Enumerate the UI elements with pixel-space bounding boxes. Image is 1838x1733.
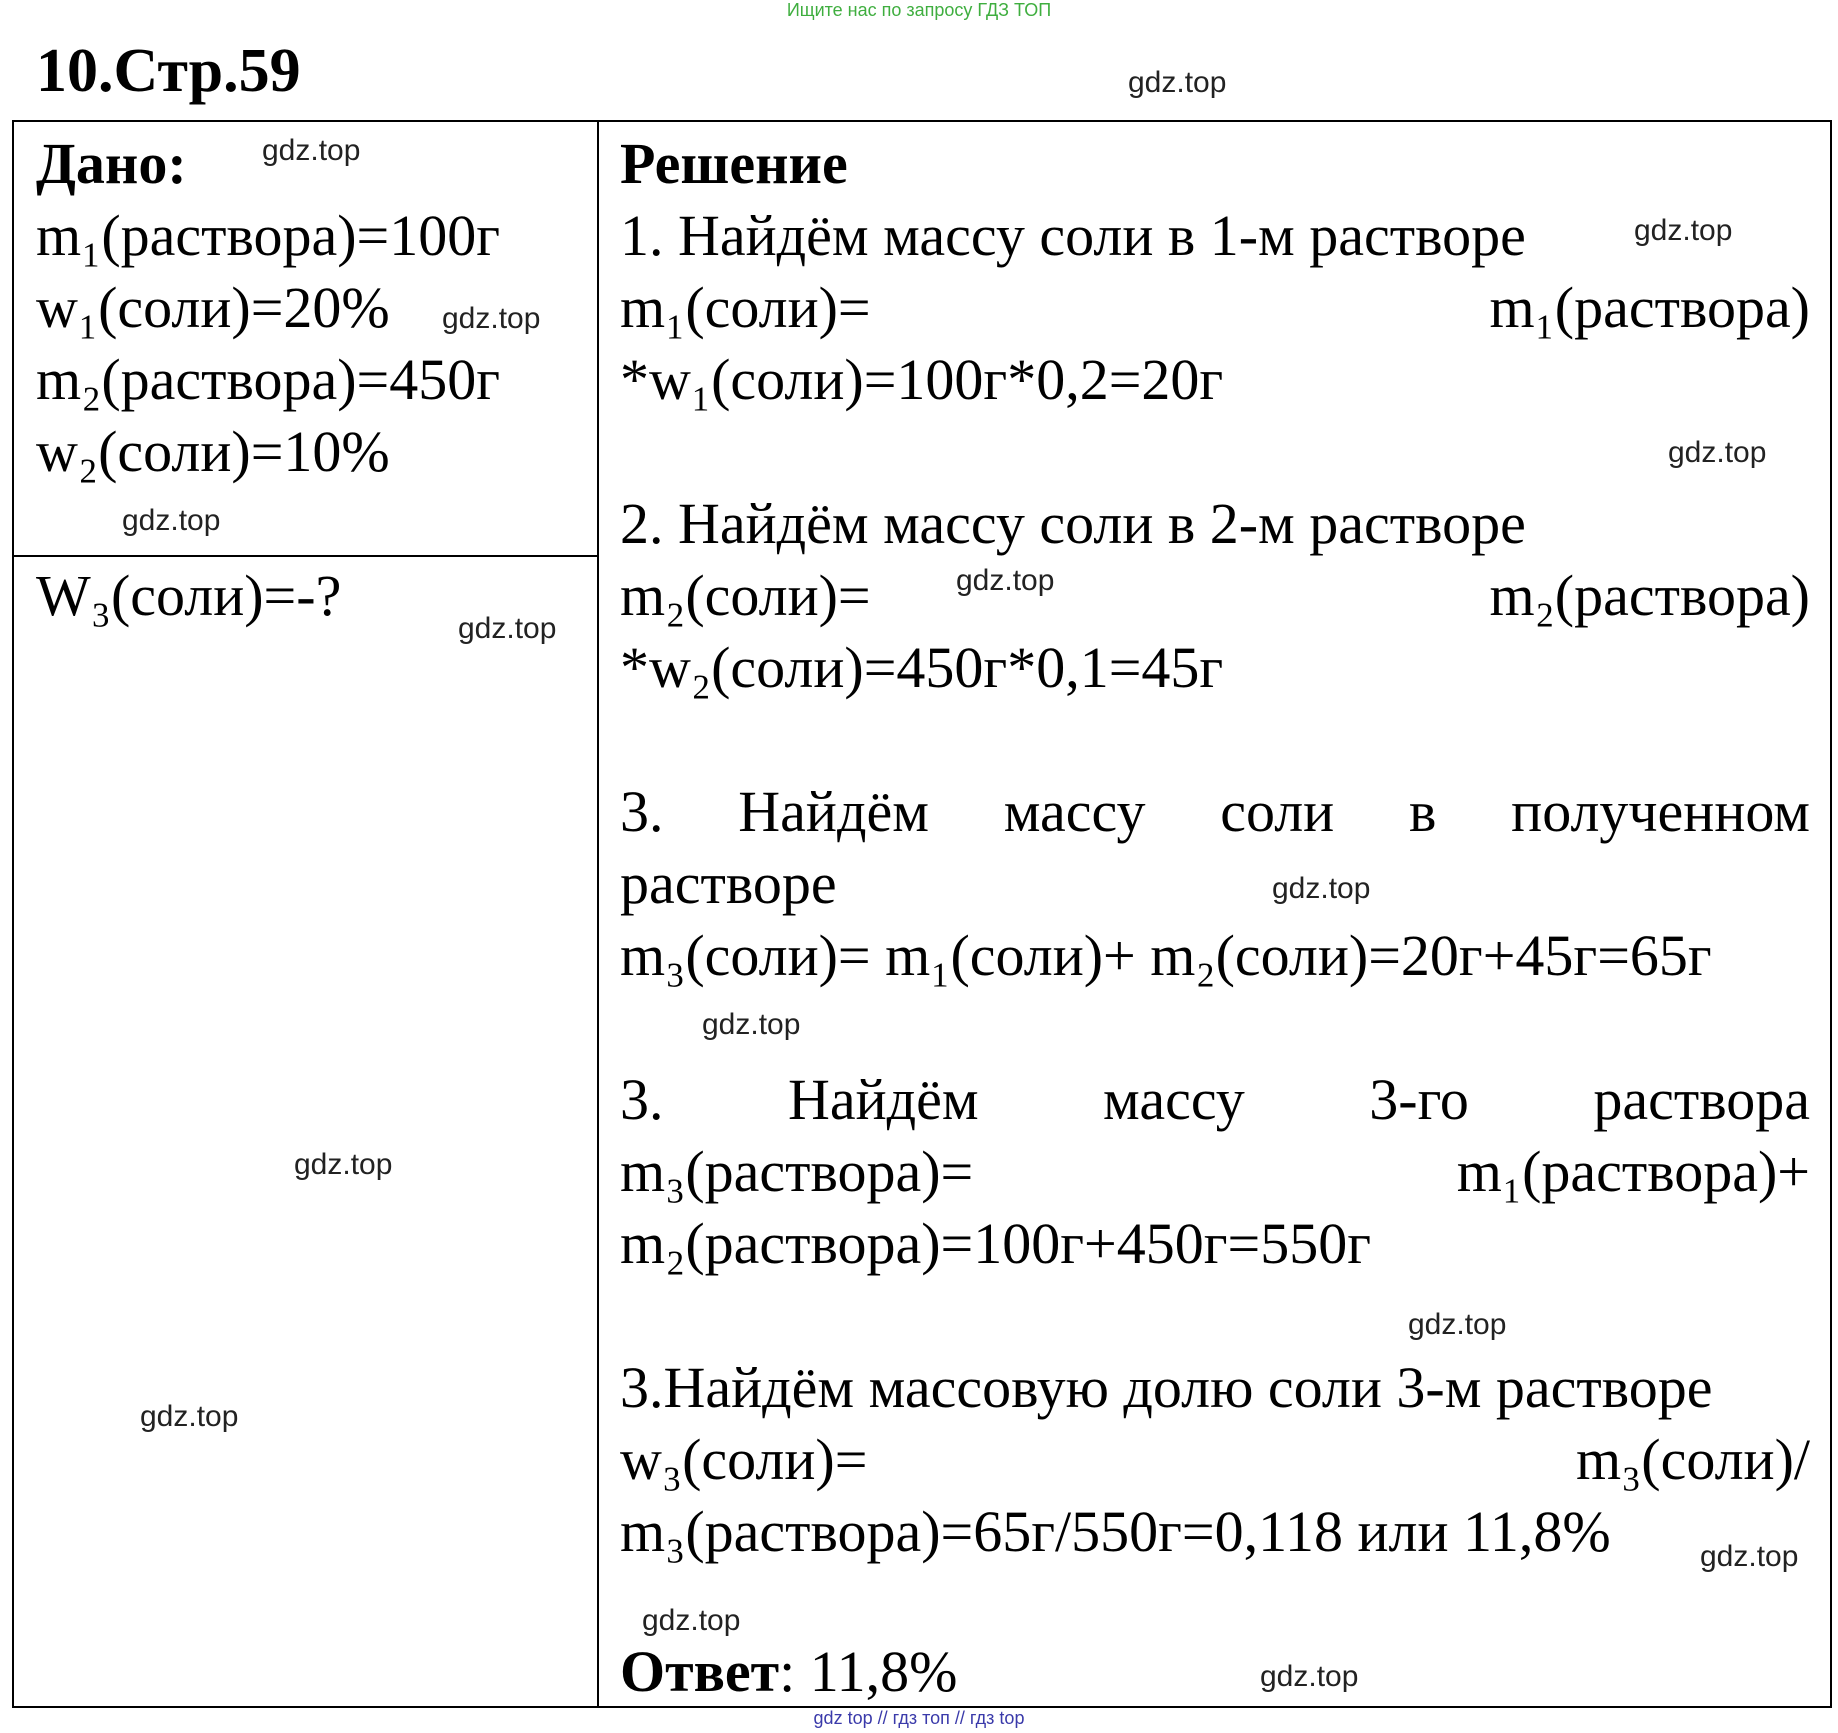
step2-formula-right: m₂(раствора) [1489, 563, 1810, 628]
watermark: gdz.top [262, 134, 361, 167]
step3-title-cont: растворе [620, 851, 837, 916]
watermark: gdz.top [642, 1604, 741, 1637]
watermark: gdz.top [956, 564, 1055, 597]
step4-title-word: Найдём [787, 1067, 979, 1132]
watermark: gdz.top [1128, 66, 1227, 99]
step3-title [620, 776, 1810, 848]
answer-label: Ответ [620, 1639, 780, 1704]
step3-title-word: Найдём [738, 779, 929, 844]
step4-formula-left: m₃(раствора)= [620, 1139, 974, 1204]
step4-title-word: массу [1103, 1067, 1245, 1132]
step3-title-word: соли [1220, 779, 1335, 844]
watermark: gdz.top [1668, 436, 1767, 469]
step2-formula-left: m₂(соли)= [620, 563, 871, 628]
step4-formula [620, 1136, 1810, 1208]
solution-heading: Решение [620, 131, 848, 196]
step1-formula-left: m₁(соли)= [620, 275, 871, 340]
watermark: gdz.top [140, 1400, 239, 1433]
step3-title-word: массу [1003, 779, 1146, 844]
step3-title-word: 3. [620, 779, 664, 844]
top-banner: Ищите нас по запросу ГДЗ ТОП [786, 0, 1052, 20]
step1-formula-right: m₁(раствора) [1489, 275, 1810, 340]
step2-formula-cont: *w₂(соли)=450г*0,1=45г [620, 635, 1224, 700]
column-divider [597, 120, 599, 1708]
watermark: gdz.top [1272, 872, 1371, 905]
step3-title-word: полученном [1511, 779, 1810, 844]
given-find-divider [12, 555, 599, 557]
step1-formula [620, 272, 1810, 344]
watermark: gdz.top [1408, 1308, 1507, 1341]
step2-title: 2. Найдём массу соли в 2-м растворе [620, 491, 1526, 556]
step5-formula [620, 1424, 1810, 1496]
footer-links: gdz top // гдз топ // гдз top [813, 1708, 1025, 1728]
given-line: w₁(соли)=20% [36, 275, 390, 340]
page-title: 10.Стр.59 [36, 37, 301, 105]
answer [620, 1636, 957, 1708]
watermark: gdz.top [122, 504, 221, 537]
step5-formula-left: w₃(соли)= [620, 1427, 868, 1492]
watermark: gdz.top [458, 612, 557, 645]
answer-value: : 11,8% [779, 1639, 958, 1704]
given-heading: Дано: [36, 131, 187, 196]
step5-title: 3.Найдём массовую долю соли 3-м растворе [620, 1355, 1713, 1420]
step4-title-word: раствора [1593, 1067, 1810, 1132]
given-line: m₂(раствора)=450г [36, 347, 501, 412]
watermark: gdz.top [294, 1148, 393, 1181]
given-line: w₂(соли)=10% [36, 419, 390, 484]
step4-formula-right: m₁(раствора)+ [1456, 1139, 1810, 1204]
given-line: m₁(раствора)=100г [36, 203, 501, 268]
step5-formula-cont: m₃(раствора)=65г/550г=0,118 или 11,8% [620, 1499, 1611, 1564]
step4-title [620, 1064, 1810, 1136]
watermark: gdz.top [1260, 1660, 1359, 1693]
step3-title-word: в [1409, 779, 1437, 844]
step1-title: 1. Найдём массу соли в 1-м растворе [620, 203, 1526, 268]
step4-title-word: 3. [620, 1067, 664, 1132]
step1-formula-cont: *w₁(соли)=100г*0,2=20г [620, 347, 1224, 412]
step3-formula: m₃(соли)= m₁(соли)+ m₂(соли)=20г+45г=65г [620, 923, 1712, 988]
find-line: W₃(соли)=-? [36, 563, 342, 628]
step2-formula [620, 560, 1810, 632]
watermark: gdz.top [1700, 1540, 1799, 1573]
step4-formula-cont: m₂(раствора)=100г+450г=550г [620, 1211, 1372, 1276]
step5-formula-right: m₃(соли)/ [1575, 1427, 1810, 1492]
watermark: gdz.top [442, 302, 541, 335]
watermark: gdz.top [1634, 214, 1733, 247]
watermark: gdz.top [702, 1008, 801, 1041]
step4-title-word: 3-го [1369, 1067, 1469, 1132]
